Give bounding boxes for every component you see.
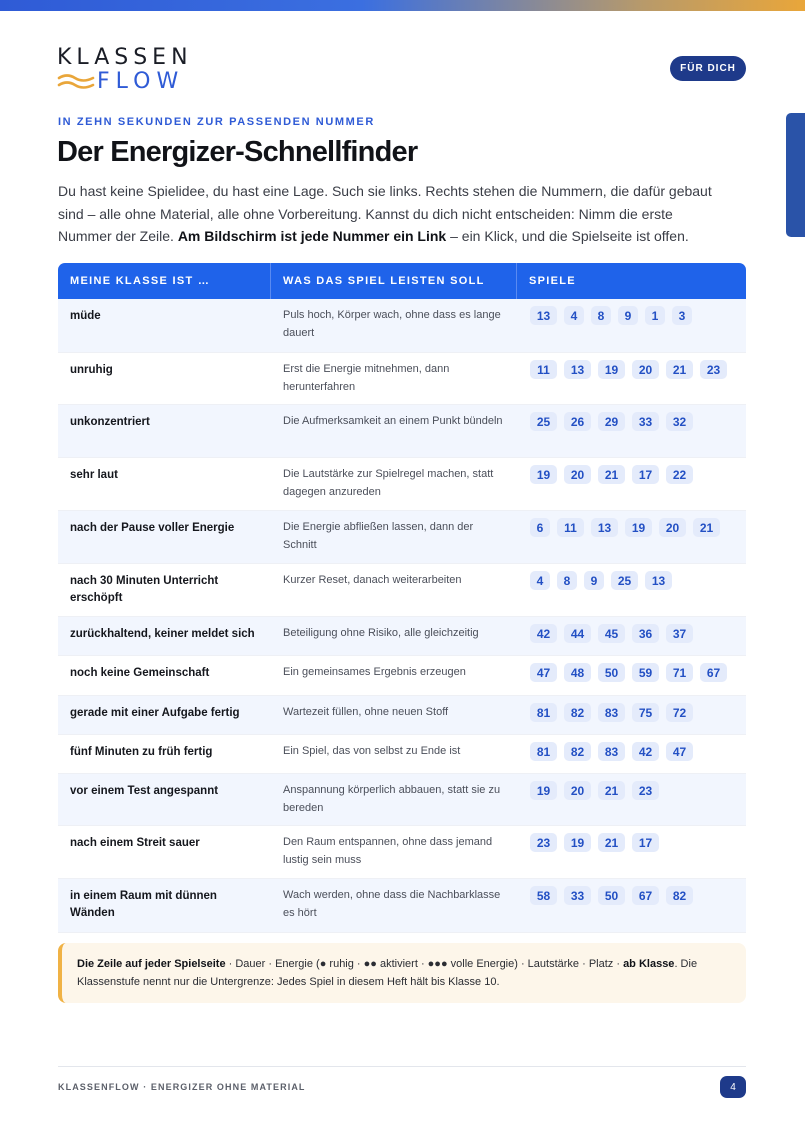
table-row xyxy=(58,405,746,458)
game-link-chip[interactable]: 82 xyxy=(666,886,693,905)
section-kicker: IN ZEHN SEKUNDEN ZUR PASSENDEN NUMMER xyxy=(58,116,375,128)
row-games xyxy=(517,405,746,457)
game-link-chip[interactable]: 36 xyxy=(632,624,659,643)
row-goal: Die Lautstärke zur Spielregel machen, statt dagegen anzureden xyxy=(283,468,494,498)
page-number-badge: 4 xyxy=(720,1076,746,1098)
game-link-chip[interactable]: 19 xyxy=(564,833,591,852)
game-link-chip[interactable]: 75 xyxy=(632,703,659,722)
row-situation: nach der Pause voller Energie xyxy=(70,522,235,534)
game-link-chip[interactable]: 33 xyxy=(632,412,659,431)
game-link-chip[interactable]: 50 xyxy=(598,886,625,905)
row-situation: zurückhaltend, keiner meldet sich xyxy=(70,628,255,640)
table-row xyxy=(58,617,746,656)
footer-divider xyxy=(58,1066,746,1067)
row-goal: Die Energie abfließen lassen, dann der Schnitt xyxy=(283,521,474,551)
game-link-chip[interactable]: 20 xyxy=(659,518,686,537)
game-link-chip[interactable]: 32 xyxy=(666,412,693,431)
game-link-chip[interactable]: 8 xyxy=(557,571,577,590)
game-link-chip[interactable]: 19 xyxy=(530,465,557,484)
game-link-chip[interactable]: 21 xyxy=(598,465,625,484)
game-link-chip[interactable]: 8 xyxy=(591,306,611,325)
table-row xyxy=(58,879,746,933)
row-games xyxy=(517,511,746,563)
note-mid: · Dauer · Energie (● ruhig · ●● aktiviert · ●●● volle Energie) · Lautstärke · Platz · xyxy=(225,958,624,970)
row-situation: nach einem Streit sauer xyxy=(70,837,200,849)
game-link-chip[interactable]: 50 xyxy=(598,663,625,682)
game-link-chip[interactable]: 81 xyxy=(530,703,557,722)
game-link-chip[interactable]: 19 xyxy=(598,360,625,379)
row-games xyxy=(517,735,746,773)
game-link-chip[interactable]: 72 xyxy=(666,703,693,722)
game-link-chip[interactable]: 11 xyxy=(530,360,557,379)
row-situation: gerade mit einer Aufgabe fertig xyxy=(70,707,240,719)
header-games: SPIELE xyxy=(529,275,576,287)
game-link-chip[interactable]: 21 xyxy=(666,360,693,379)
table-row xyxy=(58,735,746,774)
row-games xyxy=(517,299,746,352)
game-link-chip[interactable]: 23 xyxy=(530,833,557,852)
game-link-chip[interactable]: 25 xyxy=(611,571,638,590)
header-goal: WAS DAS SPIEL LEISTEN SOLL xyxy=(271,263,517,299)
table-row xyxy=(58,656,746,696)
game-link-chip[interactable]: 20 xyxy=(564,465,591,484)
side-bookmark-tab[interactable] xyxy=(786,113,805,237)
row-games xyxy=(517,458,746,510)
game-link-chip[interactable]: 37 xyxy=(666,624,693,643)
intro-paragraph xyxy=(58,180,718,248)
top-gradient-bar xyxy=(0,0,805,11)
brand-logo xyxy=(57,45,193,98)
game-link-chip[interactable]: 19 xyxy=(530,781,557,800)
row-games xyxy=(517,656,746,695)
game-link-chip[interactable]: 33 xyxy=(564,886,591,905)
row-goal: Ein Spiel, das von selbst zu Ende ist xyxy=(283,745,461,757)
row-games xyxy=(517,826,746,878)
row-goal: Beteiligung ohne Risiko, alle gleichzeitig xyxy=(283,627,479,639)
intro-text: Du hast keine Spielidee, du hast eine Lage. Such sie links. Rechts stehen die Nummern, die dafür gebaut sind – alle ohne Material, alle ohne Vorbereitung. Kannst du dich nicht entscheiden: Nimm die erste Nummer der Zeile. xyxy=(58,183,712,244)
game-link-chip[interactable]: 21 xyxy=(598,781,625,800)
row-situation: sehr laut xyxy=(70,469,118,481)
game-link-chip[interactable]: 4 xyxy=(530,571,550,590)
row-situation: unruhig xyxy=(70,364,113,376)
game-link-chip[interactable]: 23 xyxy=(632,781,659,800)
game-link-chip[interactable]: 20 xyxy=(564,781,591,800)
game-link-chip[interactable]: 11 xyxy=(557,518,584,537)
game-link-chip[interactable]: 67 xyxy=(700,663,727,682)
intro-tail: – ein Klick, und die Spielseite ist offen. xyxy=(446,228,689,244)
table-row xyxy=(58,826,746,879)
row-goal: Kurzer Reset, danach weiterarbeiten xyxy=(283,574,462,586)
header-situation: MEINE KLASSE IST … xyxy=(58,263,271,299)
game-link-chip[interactable]: 48 xyxy=(564,663,591,682)
game-link-chip[interactable]: 13 xyxy=(530,306,557,325)
game-link-chip[interactable]: 42 xyxy=(632,742,659,761)
game-link-chip[interactable]: 17 xyxy=(632,465,659,484)
table-header xyxy=(58,263,746,299)
game-link-chip[interactable]: 47 xyxy=(666,742,693,761)
game-link-chip[interactable]: 29 xyxy=(598,412,625,431)
game-link-chip[interactable]: 58 xyxy=(530,886,557,905)
table-row xyxy=(58,774,746,826)
game-link-chip[interactable]: 4 xyxy=(564,306,584,325)
game-link-chip[interactable]: 20 xyxy=(632,360,659,379)
table-body xyxy=(58,299,746,933)
game-link-chip[interactable]: 23 xyxy=(700,360,727,379)
game-link-chip[interactable]: 26 xyxy=(564,412,591,431)
row-situation: vor einem Test angespannt xyxy=(70,785,219,797)
table-row xyxy=(58,353,746,405)
game-link-chip[interactable]: 9 xyxy=(584,571,604,590)
game-link-chip[interactable]: 45 xyxy=(598,624,625,643)
wave-icon xyxy=(57,72,95,92)
table-row xyxy=(58,564,746,617)
finder-table xyxy=(58,263,746,933)
row-goal: Wach werden, ohne dass die Nachbarklasse es hört xyxy=(283,889,501,919)
note-lead: Die Zeile auf jeder Spielseite xyxy=(77,958,226,970)
game-link-chip[interactable]: 83 xyxy=(598,742,625,761)
note-bold: ab Klasse xyxy=(623,958,675,970)
row-games xyxy=(517,696,746,734)
row-goal: Die Aufmerksamkeit an einem Punkt bündeln xyxy=(283,415,503,427)
legend-note xyxy=(58,943,746,1003)
row-situation: in einem Raum mit dünnen Wänden xyxy=(70,890,217,919)
note-tail: . Die Klassenstufe nennt nur die Untergrenze: Jedes Spiel in diesem Heft hält bis Klasse 10. xyxy=(77,958,698,988)
row-situation: noch keine Gemeinschaft xyxy=(70,667,210,679)
game-link-chip[interactable]: 13 xyxy=(591,518,618,537)
page-title: Der Energizer-Schnellfinder xyxy=(57,136,418,168)
game-link-chip[interactable]: 44 xyxy=(564,624,591,643)
game-link-chip[interactable]: 59 xyxy=(632,663,659,682)
row-games xyxy=(517,564,746,616)
table-row xyxy=(58,511,746,564)
row-goal: Puls hoch, Körper wach, ohne dass es lange dauert xyxy=(283,309,501,339)
game-link-chip[interactable]: 82 xyxy=(564,742,591,761)
game-link-chip[interactable]: 22 xyxy=(666,465,693,484)
game-link-chip[interactable]: 13 xyxy=(645,571,672,590)
table-row xyxy=(58,299,746,353)
game-link-chip[interactable]: 9 xyxy=(618,306,638,325)
row-games xyxy=(517,353,746,404)
game-link-chip[interactable]: 25 xyxy=(530,412,557,431)
audience-badge: FÜR DICH xyxy=(670,56,746,81)
row-goal: Ein gemeinsames Ergebnis erzeugen xyxy=(283,666,466,678)
game-link-chip[interactable]: 47 xyxy=(530,663,557,682)
row-situation: unkonzentriert xyxy=(70,416,150,428)
row-situation: nach 30 Minuten Unterricht erschöpft xyxy=(70,575,219,604)
row-goal: Anspannung körperlich abbauen, statt sie zu bereden xyxy=(283,784,501,814)
intro-bold: Am Bildschirm ist jede Nummer ein Link xyxy=(177,228,447,244)
table-row xyxy=(58,696,746,735)
game-link-chip[interactable]: 21 xyxy=(693,518,720,537)
logo-word-flow: FLOW xyxy=(97,69,185,94)
game-link-chip[interactable]: 17 xyxy=(632,833,659,852)
game-link-chip[interactable]: 3 xyxy=(672,306,692,325)
row-games xyxy=(517,774,746,825)
row-games xyxy=(517,617,746,655)
game-link-chip[interactable]: 83 xyxy=(598,703,625,722)
row-goal: Den Raum entspannen, ohne dass jemand lustig sein muss xyxy=(283,836,493,866)
game-link-chip[interactable]: 13 xyxy=(564,360,591,379)
game-link-chip[interactable]: 82 xyxy=(564,703,591,722)
game-link-chip[interactable]: 71 xyxy=(666,663,693,682)
game-link-chip[interactable]: 19 xyxy=(625,518,652,537)
table-row xyxy=(58,458,746,511)
game-link-chip[interactable]: 67 xyxy=(632,886,659,905)
row-games xyxy=(517,879,746,932)
game-link-chip[interactable]: 21 xyxy=(598,833,625,852)
game-link-chip[interactable]: 6 xyxy=(530,518,550,537)
row-situation: müde xyxy=(70,310,101,322)
row-goal: Wartezeit füllen, ohne neuen Stoff xyxy=(283,706,449,718)
game-link-chip[interactable]: 81 xyxy=(530,742,557,761)
footer-label: KLASSENFLOW · ENERGIZER OHNE MATERIAL xyxy=(58,1082,306,1092)
logo-word-klassen: KLASSEN xyxy=(57,45,193,70)
row-goal: Erst die Energie mitnehmen, dann herunterfahren xyxy=(283,363,450,393)
game-link-chip[interactable]: 1 xyxy=(645,306,665,325)
row-situation: fünf Minuten zu früh fertig xyxy=(70,746,213,758)
game-link-chip[interactable]: 42 xyxy=(530,624,557,643)
